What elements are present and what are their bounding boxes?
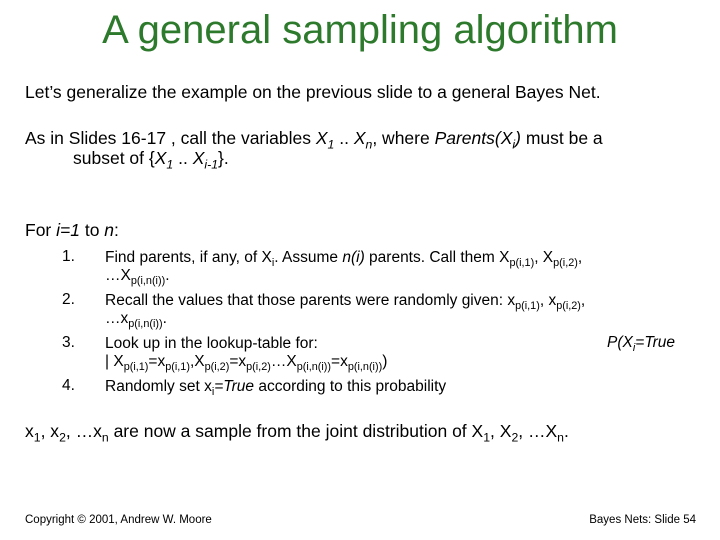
step-1-line2: $\dots X_{p(i,n(i))}$. xyxy=(105,267,170,288)
step-3-probability: $P(X_i=True$ xyxy=(607,334,676,355)
step-2-line1: Recall the values that those parents were randomly given: $x_{p(i,1)}$, $x_{p(i,2)}$, xyxy=(105,292,586,313)
step-2-line2: $\dots x_{p(i,n(i))}$. xyxy=(105,310,167,331)
step-number-2: 2. xyxy=(62,291,75,308)
step-1-line1: Find parents, if any, of $X_i$. Assume n(i) parents. Call them $X_{p(i,1)}$, $X_{p(i,2)}$, xyxy=(105,249,583,270)
slide-number-footer: Bayes Nets: Slide 54 xyxy=(589,514,696,526)
slide-title: A general sampling algorithm xyxy=(102,8,618,52)
step-number-1: 1. xyxy=(62,248,75,265)
step-4-line1: Randomly set $x_i=True$ according to this probability xyxy=(105,378,447,399)
for-loop-header: For i=1 to n: xyxy=(25,220,119,240)
step-3-line2: | $X_{p(i,1)}=x_{p(i,1)},X_{p(i,2)}=x_{p(i,2)}\dots X_{p(i,n(i))}=x_{p(i,n(i))}$) xyxy=(105,353,388,374)
variables-paragraph: As in Slides 16-17 , call the variables $X_1$ .. $X_n$, where $Parents(X_i)$ must be a xyxy=(25,128,603,152)
intro-text: Let’s generalize the example on the previous slide to a general Bayes Net. xyxy=(25,82,601,102)
step-3-line1: Look up in the lookup-table for: xyxy=(105,335,318,352)
copyright-footer: Copyright © 2001, Andrew W. Moore xyxy=(25,514,212,526)
step-number-3: 3. xyxy=(62,334,75,351)
step-number-4: 4. xyxy=(62,377,75,394)
variables-paragraph-line2: subset of {$X_1$ .. $X_{i-1}$}. xyxy=(73,148,229,172)
conclusion-text: $x_1$, $x_2$, $\dots x_n$ are now a sample from the joint distribution of $X_1$, $X_2$, $\dots X_n$. xyxy=(25,421,569,445)
